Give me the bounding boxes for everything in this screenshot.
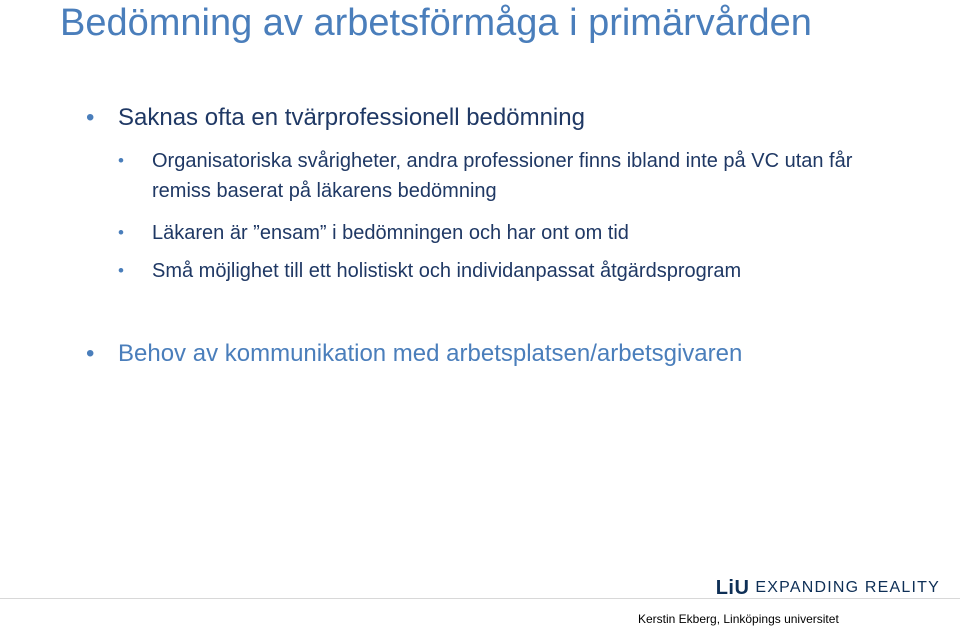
sub-bullet-text: Läkaren är ”ensam” i bedömningen och har ont om tid	[152, 222, 629, 244]
sub-bullet-marker: •	[118, 261, 124, 280]
sub-bullet-text: Små möjlighet till ett holistiskt och individanpassat åtgärdsprogram	[152, 260, 742, 282]
sub-bullet-text: Organisatoriska svårigheter, andra professioner finns ibland inte på VC utan får remiss baserat på läkarens bedömning	[152, 150, 853, 202]
sub-bullet-marker: •	[118, 223, 124, 242]
slide-title: Bedömning av arbetsförmåga i primärvården	[60, 2, 812, 44]
sub-bullet-marker: •	[118, 151, 124, 170]
bullet-marker: •	[86, 340, 95, 367]
logo-brand: LiU	[715, 576, 750, 599]
bullet-marker: •	[86, 104, 95, 131]
footer-text: Kerstin Ekberg, Linköpings universitet	[638, 612, 839, 626]
bullet-text: Behov av kommunikation med arbetsplatsen/arbetsgivaren	[118, 340, 743, 367]
logo-tagline: EXPANDING REALITY	[755, 579, 940, 596]
liu-logo	[716, 576, 940, 600]
bullet-text: Saknas ofta en tvärprofessionell bedömning	[118, 104, 585, 131]
footer-divider	[0, 598, 960, 599]
